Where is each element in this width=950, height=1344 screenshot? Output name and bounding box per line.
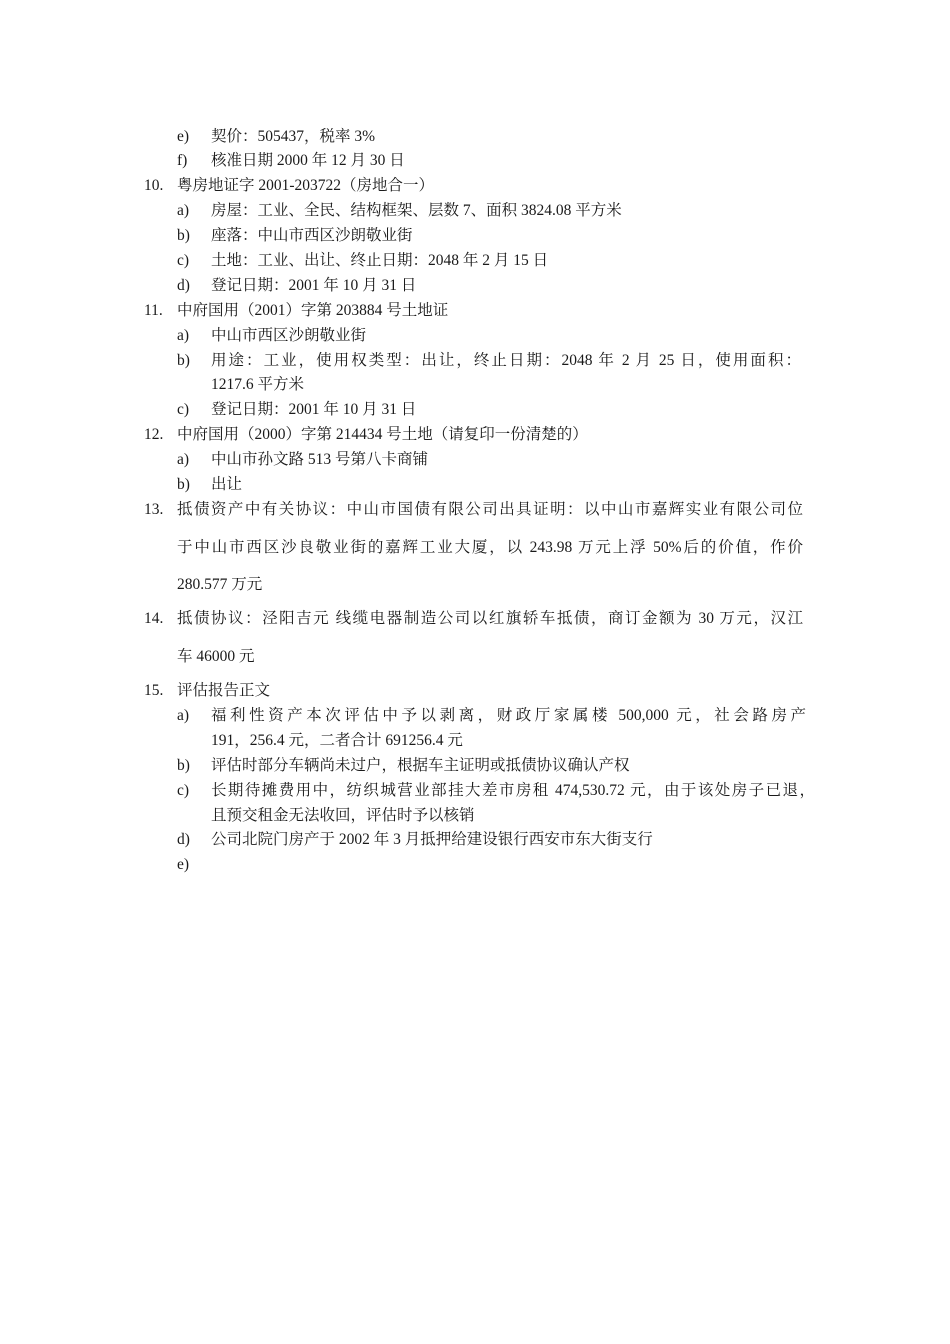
list-marker: b) [177, 476, 190, 493]
list-marker: c) [177, 401, 190, 418]
list-marker: c) [177, 252, 190, 269]
list-item-text: 抵债协议：泾阳吉元 线缆电器制造公司以红旗轿车抵债，商订金额为 30 万元，汉江 [177, 610, 803, 627]
list-marker: 14. [144, 610, 164, 627]
list-item-text: 中府国用（2001）字第 203884 号土地证 [177, 302, 449, 319]
list-marker: 11. [144, 302, 163, 319]
list-item-text: 评估报告正文 [177, 682, 271, 699]
list-marker: f) [177, 152, 188, 169]
list-marker: a) [177, 451, 190, 468]
list-item-text: 福利性资产本次评估中予以剥离，财政厅家属楼 500,000 元，社会路房产 [211, 707, 806, 724]
list-marker: a) [177, 202, 190, 219]
list-item-text: 1217.6 平方米 [211, 376, 305, 393]
list-item-text: 粤房地证字 2001-203722（房地合一） [177, 177, 435, 194]
list-item-text: 评估时部分车辆尚未过户，根据车主证明或抵债协议确认产权 [211, 757, 630, 774]
list-marker: d) [177, 277, 190, 294]
list-item-text: 车 46000 元 [177, 648, 255, 665]
list-marker: b) [177, 227, 190, 244]
list-item-text: 280.577 万元 [177, 576, 263, 593]
list-item-text: 房屋：工业、全民、结构框架、层数 7、面积 3824.08 平方米 [211, 202, 622, 219]
list-item-text: 出让 [211, 476, 243, 493]
list-item-text: 长期待摊费用中，纺织城营业部挂大差市房租 474,530.72 元，由于该处房子已退， [211, 782, 815, 799]
list-item-text: 且预交租金无法收回，评估时予以核销 [211, 807, 475, 824]
list-item-text: 191，256.4 元，二者合计 691256.4 元 [211, 732, 463, 749]
list-item-text: 核准日期 2000 年 12 月 30 日 [211, 152, 405, 169]
list-item-text: 登记日期：2001 年 10 月 31 日 [211, 401, 417, 418]
list-marker: b) [177, 757, 190, 774]
list-marker: c) [177, 782, 190, 799]
list-item-text: 契价：505437，税率 3% [211, 128, 376, 145]
list-item-text: 公司北院门房产于 2002 年 3 月抵押给建设银行西安市东大街支行 [211, 831, 653, 848]
list-item-text: 土地：工业、出让、终止日期：2048 年 2 月 15 日 [211, 252, 549, 269]
list-marker: b) [177, 352, 190, 369]
list-item-text: 抵债资产中有关协议：中山市国债有限公司出具证明：以中山市嘉辉实业有限公司位 [177, 501, 803, 518]
list-item-text: 用途：工业，使用权类型：出让，终止日期：2048 年 2 月 25 日，使用面积： [211, 352, 801, 369]
list-marker: 15. [144, 682, 164, 699]
list-marker: a) [177, 327, 190, 344]
list-item-text: 登记日期：2001 年 10 月 31 日 [211, 277, 417, 294]
list-item-text: 于中山市西区沙良敬业街的嘉辉工业大厦，以 243.98 万元上浮 50%后的价值，作价 [177, 539, 803, 556]
list-marker: a) [177, 707, 190, 724]
list-marker: e) [177, 128, 190, 145]
list-item-text: 中山市孙文路 513 号第八卡商铺 [211, 451, 429, 468]
list-item-text: 座落：中山市西区沙朗敬业街 [211, 227, 413, 244]
list-item-text: 中府国用（2000）字第 214434 号土地（请复印一份清楚的） [177, 426, 588, 443]
list-marker: e) [177, 856, 190, 873]
list-marker: d) [177, 831, 190, 848]
list-marker: 13. [144, 501, 164, 518]
list-marker: 10. [144, 177, 164, 194]
list-item-text: 中山市西区沙朗敬业街 [211, 327, 367, 344]
list-marker: 12. [144, 426, 164, 443]
